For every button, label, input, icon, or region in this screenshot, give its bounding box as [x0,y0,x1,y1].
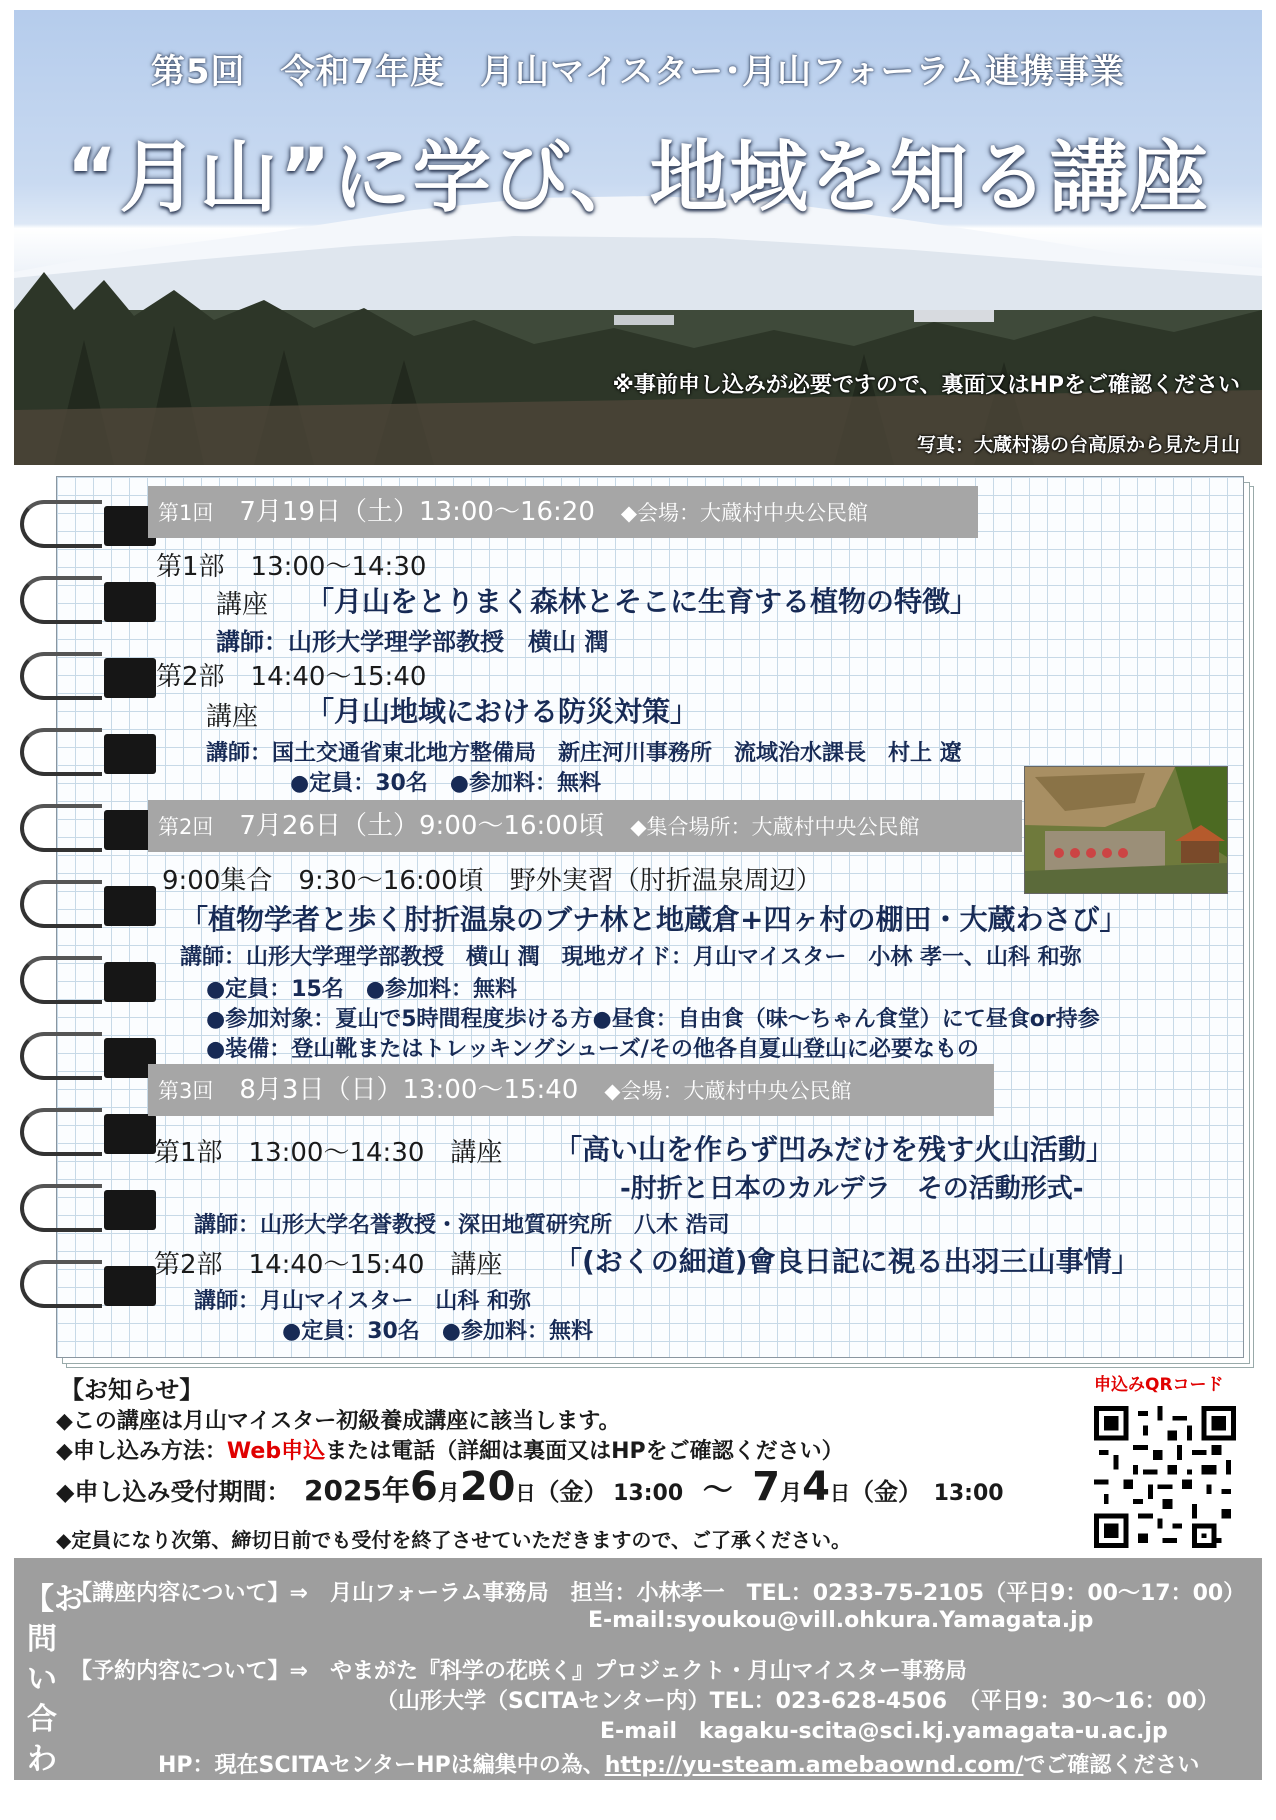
contact-reservation-tel: （山形大学（SCITAセンター内）TEL：023-628-4506 （平日9：30～16：00） [376,1689,1220,1714]
hero-banner [14,10,1262,465]
session-3-part-1-subtitle: -肘折と日本のカルデラ その活動形式- [620,1174,1084,1204]
spiral-ring-icon [20,646,138,706]
contact-course-email[interactable]: E-mail:syoukou@vill.ohkura.Yamagata.jp [588,1608,1094,1633]
session-1-part-2-lecturer: 講師：国土交通省東北地方整備局 新庄河川事務所 流域治水課長 村上 遼 [206,741,962,766]
spiral-ring-icon [20,494,138,554]
period-start-year: 2025年 [304,1474,410,1507]
session-1-part-2-time: 第2部 14:40～15:40 [156,662,427,692]
session-1-capacity-fee: ●定員：30名 ●参加料：無料 [290,771,602,796]
session-3-part-1-title: 「高い山を作らず凹みだけを残す火山活動」 [554,1133,1115,1166]
session-1-part-1-lecture-label: 講座 [216,590,269,620]
contact-course-line: 【講座内容について】⇒ 月山フォーラム事務局 担当：小林孝一 TEL：0233-75-2105（平日9：00～17：00） [70,1581,1246,1606]
contact-section [14,1558,1262,1817]
session-2-equipment: ●装備：登山靴またはトレッキングシューズ/その他各自夏山登山に必要なもの [206,1037,979,1062]
spiral-ring-icon [20,570,138,630]
session-2-capacity-fee: ●定員：15名 ●参加料：無料 [206,977,518,1002]
spiral-ring-icon [20,722,138,782]
spiral-ring-icon [20,1026,138,1086]
session-1-header: 第1回 7月19日（土）13:00～16:20 ◆会場：大蔵村中央公民館 [148,486,978,538]
spiral-ring-icon [20,1254,138,1314]
contact-reservation-email[interactable]: E-mail kagaku-scita@sci.kj.yamagata-u.ac.jp [600,1719,1168,1744]
session-2-lecturer: 講師：山形大学理学部教授 横山 潤 現地ガイド：月山マイスター 小林 孝一、山科 和弥 [180,945,1082,970]
photo-caption: 写真：大蔵村湯の台高原から見た月山 [916,434,1240,456]
session-3-part-1-time: 第1部 13:00～14:30 講座 [154,1138,503,1168]
hp-link[interactable]: http://yu-steam.amebaownd.com/ [604,1753,1024,1778]
spiral-ring-icon [20,950,138,1010]
session-1-part-1-time: 第1部 13:00～14:30 [156,552,427,582]
session-3-header: 第3回 8月3日（日）13:00～15:40 ◆会場：大蔵村中央公民館 [148,1064,994,1116]
web-apply-link[interactable]: Web申込 [226,1439,326,1464]
session-1-part-1-lecturer: 講師：山形大学理学部教授 横山 潤 [216,628,609,656]
spiral-ring-icon [20,798,138,858]
session-2-title: 「植物学者と歩く肘折温泉のブナ林と地蔵倉+四ヶ村の棚田・大蔵わさび」 [180,903,1128,936]
notice-heading: 【お知らせ】 [60,1376,204,1404]
spiral-ring-icon [20,1178,138,1238]
contact-vertical-label: 【お問い合わせ】 [24,1582,84,1817]
session-2-schedule: 9:00集合 9:30～16:00頃 野外実習（肘折温泉周辺） [162,866,822,896]
notice-capacity-note: ◆定員になり次第、締切日前でも受付を終了させていただきますので、ご了承ください。 [56,1528,851,1552]
series-title: 第5回 令和7年度 月山マイスター･月山フォーラム連携事業 [150,52,1126,92]
spiral-ring-icon [20,874,138,934]
session-3-part-2-time: 第2部 14:40～15:40 講座 [154,1250,503,1280]
contact-hp-line: HP：現在SCITAセンターHPは編集中の為、http://yu-steam.amebaownd.com/でご確認ください [158,1753,1200,1778]
contact-reservation-line: 【予約内容について】⇒ やまがた『科学の花咲く』プロジェクト・月山マイスター事務局 [70,1659,967,1684]
registration-notice: ※事前申し込みが必要ですので、裏面又はHPをご確認ください [612,373,1240,398]
qr-label: 申込みQRコード [1094,1375,1224,1395]
jizo-cave-photo [1024,766,1228,894]
session-1-part-1-title: 「月山をとりまく森林とそこに生育する植物の特徴」 [306,585,979,618]
session-2-header: 第2回 7月26日（土）9:00～16:00頃 ◆集合場所：大蔵村中央公民館 [148,800,1022,852]
session-1-part-2-title: 「月山地域における防災対策」 [306,695,699,728]
page-title: “月山”に学び、地域を知る講座 [66,133,1210,223]
spiral-ring-icon [20,1102,138,1162]
session-1-part-2-lecture-label: 講座 [206,702,259,732]
session-2-target: ●参加対象：夏山で5時間程度歩ける方●昼食：自由食（味～ちゃん食堂）にて昼食or持参 [206,1007,1100,1032]
application-qr-code[interactable] [1094,1406,1236,1548]
notice-item-course: ◆この講座は月山マイスター初級養成講座に該当します。 [56,1409,621,1434]
notice-item-method: ◆申し込み方法：Web申込または電話（詳細は裏面又はHPをご確認ください） [56,1439,844,1464]
session-3-capacity-fee: ●定員：30名 ●参加料：無料 [282,1319,594,1344]
session-3-part-1-lecturer: 講師：山形大学名誉教授・深田地質研究所 八木 浩司 [194,1213,730,1238]
session-3-part-2-title: 「(おくの細道)會良日記に視る出羽三山事情」 [554,1245,1140,1278]
application-period: ◆申し込み受付期間： 2025年6月20日（金） 13:00 ～ 7月4日（金） 13:00 [56,1464,1004,1510]
session-3-part-2-lecturer: 講師：月山マイスター 山科 和弥 [194,1289,532,1314]
